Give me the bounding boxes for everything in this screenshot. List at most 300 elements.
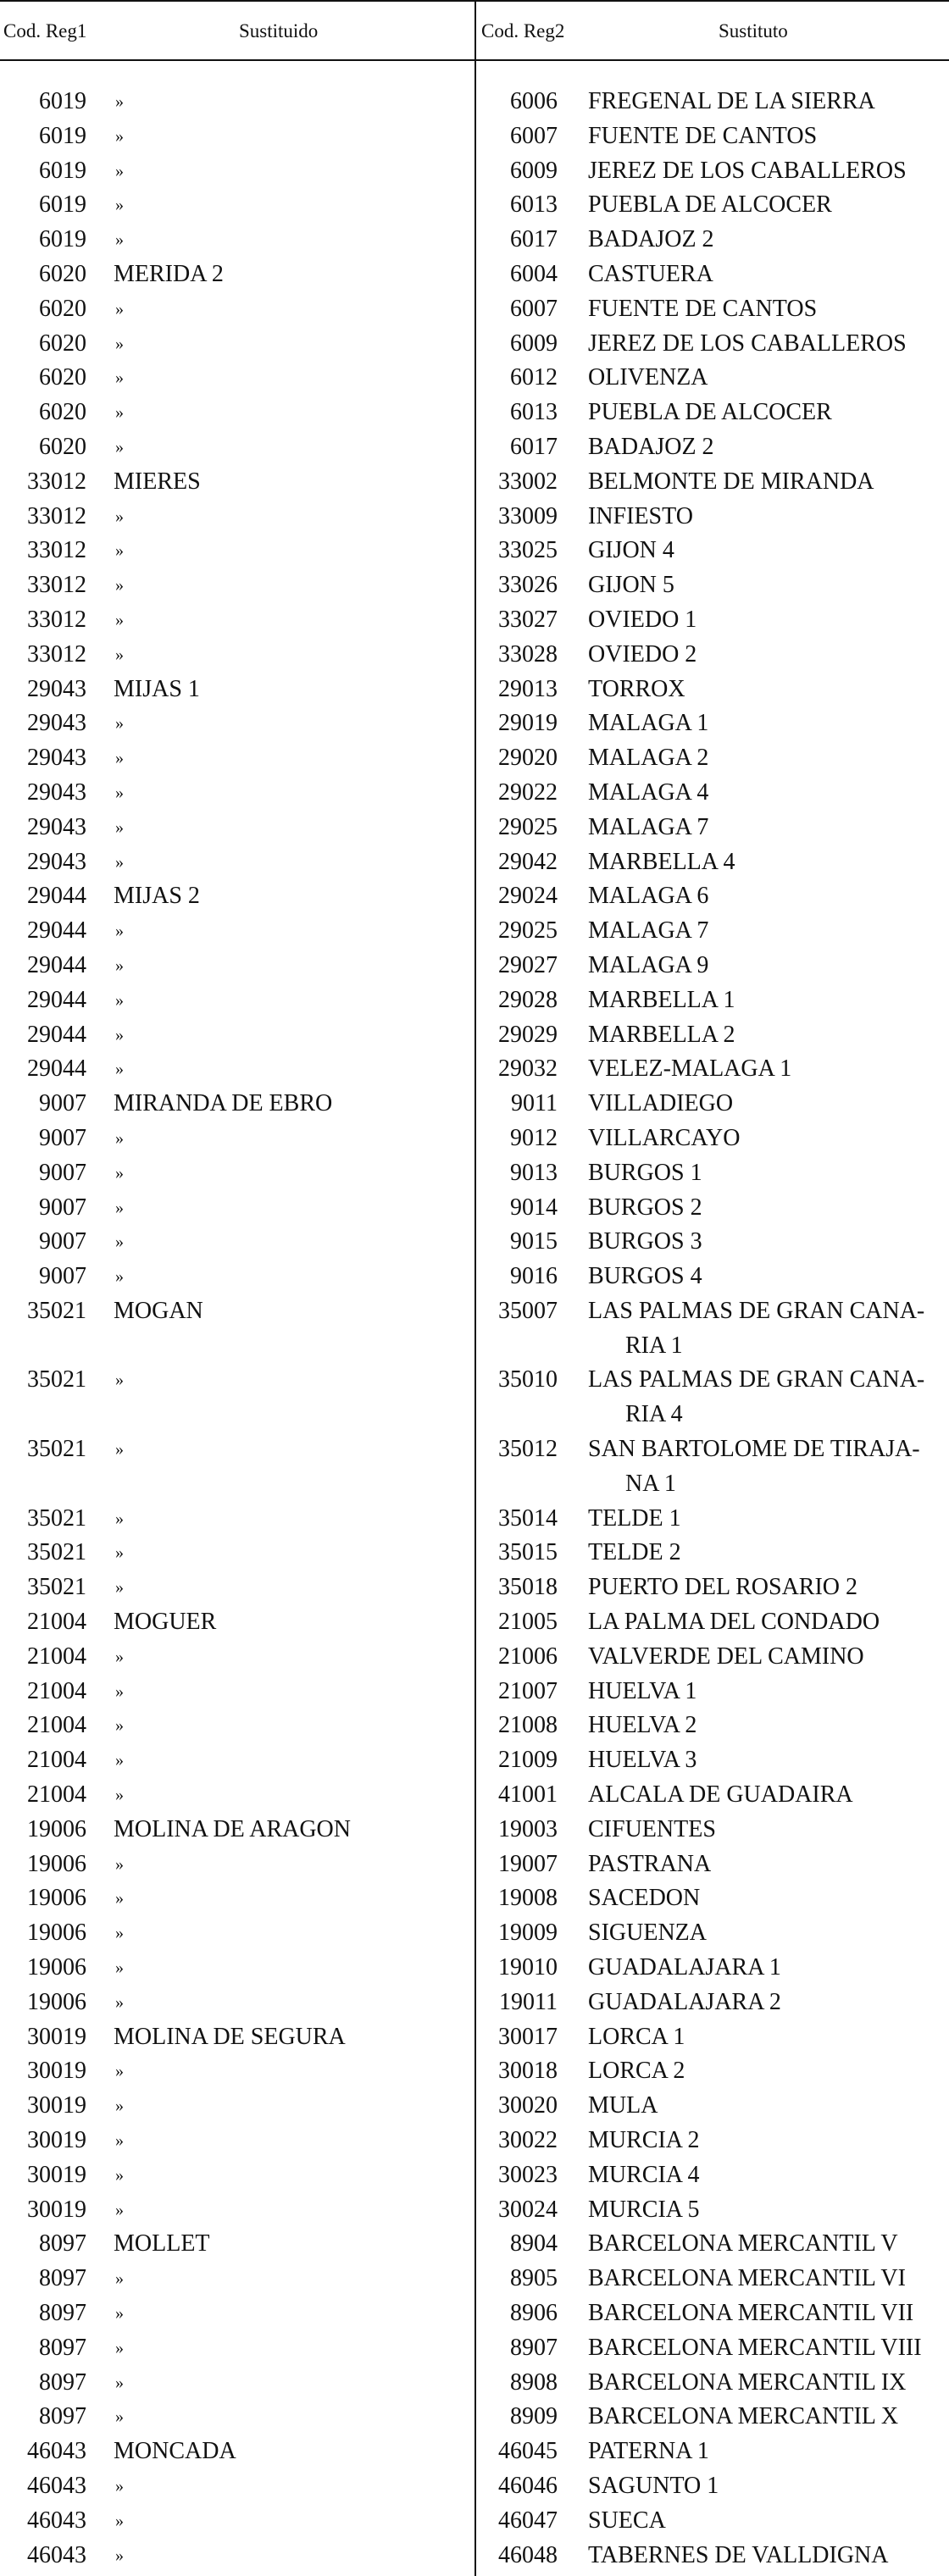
cod-reg2-cell: 33025	[498, 537, 558, 564]
table-row	[0, 154, 949, 189]
table-row	[0, 949, 949, 983]
cod-reg2-cell: 21009	[498, 1747, 558, 1774]
cod-reg1-cell: 6019	[39, 157, 86, 184]
sustituto-text: VILLADIEGO	[588, 1090, 734, 1117]
sustituto-text: HUELVA 2	[588, 1712, 697, 1739]
sustituido-cell: »	[115, 299, 124, 319]
sustituido-cell: MOLLET	[114, 2230, 210, 2257]
cod-reg2-cell: 30020	[498, 2092, 558, 2119]
sustituido-cell: »	[115, 2304, 124, 2323]
sustituido-cell: »	[115, 610, 124, 629]
cod-reg1-cell: 30019	[27, 2161, 86, 2188]
table-row	[0, 500, 949, 535]
cod-reg1-cell: 46043	[27, 2438, 86, 2465]
sustituto-cell	[588, 119, 947, 154]
header-sustituido: Sustituido	[239, 20, 319, 42]
sustituto-cell	[588, 85, 947, 119]
sustituido-cell: »	[115, 1854, 124, 1874]
table-row	[0, 741, 949, 776]
cod-reg2-cell: 21008	[498, 1712, 558, 1739]
sustituto-cell	[588, 914, 947, 949]
cod-reg2-cell: 33028	[498, 640, 558, 668]
cod-reg2-cell: 29020	[498, 745, 558, 772]
table-row	[0, 1571, 949, 1605]
sustituto-text: OLIVENZA	[588, 364, 708, 391]
cod-reg2-cell: 6006	[510, 88, 558, 114]
sustituto-cell	[588, 396, 947, 430]
cod-reg2-cell: 19003	[498, 1815, 558, 1842]
table-row	[0, 2262, 949, 2296]
cod-reg1-cell: 19006	[27, 1954, 86, 1981]
sustituto-cell	[588, 2504, 947, 2539]
table-row	[0, 879, 949, 914]
cod-reg1-cell: 30019	[27, 2092, 86, 2119]
cod-reg1-cell: 35021	[27, 1574, 86, 1601]
cod-reg2-cell: 6007	[510, 122, 558, 149]
cod-reg2-cell: 35018	[498, 1574, 558, 1601]
table-row	[0, 811, 949, 845]
sustituto-text: FREGENAL DE LA SIERRA	[588, 88, 875, 114]
cod-reg2-cell: 33027	[498, 606, 558, 633]
sustituto-text: GIJON 4	[588, 537, 674, 564]
sustituido-cell: »	[115, 817, 124, 837]
sustituto-text: FUENTE DE CANTOS	[588, 295, 818, 322]
table-row	[0, 1225, 949, 1260]
cod-reg2-cell: 46046	[498, 2472, 558, 2499]
sustituto-text: BURGOS 3	[588, 1228, 702, 1255]
sustituido-cell: »	[115, 1751, 124, 1770]
sustituto-text: CIFUENTES	[588, 1815, 716, 1842]
cod-reg2-cell: 30017	[498, 2023, 558, 2050]
cod-reg1-cell: 29044	[27, 1021, 86, 1048]
sustituido-cell: MONCADA	[114, 2438, 236, 2465]
sustituto-text: PUEBLA DE ALCOCER	[588, 191, 832, 219]
cod-reg1-cell: 33012	[27, 572, 86, 599]
sustituido-cell: »	[115, 852, 124, 872]
table-row	[0, 223, 949, 258]
sustituto-text: PASTRANA	[588, 1850, 712, 1877]
sustituto-cell	[588, 1225, 947, 1260]
sustituto-cell	[588, 2366, 947, 2401]
table-row	[0, 2296, 949, 2331]
cod-reg2-cell: 35015	[498, 1539, 558, 1566]
cod-reg2-cell: 30024	[498, 2196, 558, 2223]
sustituto-text: OVIEDO 1	[588, 606, 697, 633]
table-row	[0, 1363, 949, 1432]
cod-reg1-cell: 35021	[27, 1504, 86, 1532]
cod-reg2-cell: 19008	[498, 1885, 558, 1912]
cod-reg1-cell: 33012	[27, 502, 86, 529]
sustituido-cell: »	[115, 161, 124, 180]
cod-reg2-cell: 19011	[499, 1988, 558, 2015]
sustituido-cell: »	[115, 1958, 124, 1978]
cod-reg2-cell: 29028	[498, 986, 558, 1013]
cod-reg2-cell: 29022	[498, 778, 558, 806]
table-row	[0, 1260, 949, 1294]
table-row	[0, 2054, 949, 2089]
table-row	[0, 1432, 949, 1502]
sustituto-text: VELEZ-MALAGA 1	[588, 1055, 792, 1083]
sustituto-text: BADAJOZ 2	[588, 433, 714, 460]
cod-reg2-cell: 35010	[498, 1366, 558, 1393]
table-row	[0, 258, 949, 292]
sustituido-cell: »	[115, 1543, 124, 1563]
sustituto-cell	[588, 2193, 947, 2228]
sustituto-cell	[588, 2089, 947, 2124]
sustituto-text: HUELVA 3	[588, 1747, 697, 1774]
table-row	[0, 2124, 949, 2158]
cod-reg1-cell: 19006	[27, 1920, 86, 1947]
sustituto-text: MALAGA 7	[588, 917, 709, 945]
cod-reg1-cell: 21004	[27, 1712, 86, 1739]
table-row	[0, 327, 949, 362]
sustituido-cell: »	[115, 714, 124, 734]
table-row	[0, 2193, 949, 2228]
sustituto-cell	[588, 2435, 947, 2469]
sustituto-cell	[588, 1675, 947, 1709]
cod-reg1-cell: 29043	[27, 745, 86, 772]
sustituido-cell: »	[115, 990, 124, 1010]
cod-reg1-cell: 29043	[27, 778, 86, 806]
cod-reg2-cell: 6012	[510, 364, 558, 391]
table-row	[0, 2020, 949, 2055]
cod-reg1-cell: 9007	[39, 1263, 86, 1290]
sustituido-cell: »	[115, 922, 124, 941]
cod-reg1-cell: 29044	[27, 917, 86, 945]
sustituto-text-continuation: RIA 4	[625, 1401, 683, 1428]
cod-reg2-cell: 8909	[510, 2403, 558, 2430]
cod-reg1-cell: 6020	[39, 260, 86, 287]
table-row	[0, 1709, 949, 1743]
cod-reg1-cell: 21004	[27, 1643, 86, 1670]
cod-reg2-cell: 8904	[510, 2230, 558, 2257]
sustituto-text: MARBELLA 1	[588, 986, 735, 1013]
cod-reg1-cell: 19006	[27, 1988, 86, 2015]
cod-reg1-cell: 21004	[27, 1677, 86, 1704]
sustituido-cell: »	[115, 1267, 124, 1287]
cod-reg1-cell: 46043	[27, 2541, 86, 2568]
cod-reg1-cell: 21004	[27, 1609, 86, 1636]
sustituido-cell: »	[115, 2165, 124, 2185]
table-row	[0, 1191, 949, 1226]
sustituto-text: BARCELONA MERCANTIL V	[588, 2230, 898, 2257]
table-row	[0, 673, 949, 707]
sustituto-text: SAGUNTO 1	[588, 2472, 719, 2499]
sustituto-cell	[588, 673, 947, 707]
cod-reg1-cell: 29044	[27, 883, 86, 910]
sustituido-cell: »	[115, 1060, 124, 1079]
cod-reg2-cell: 35014	[498, 1504, 558, 1532]
cod-reg1-cell: 35021	[27, 1539, 86, 1566]
table-row	[0, 1743, 949, 1778]
cod-reg2-cell: 35007	[498, 1297, 558, 1324]
sustituido-cell: MOLINA DE SEGURA	[114, 2023, 346, 2050]
sustituto-text: MALAGA 2	[588, 745, 709, 772]
sustituto-text: MALAGA 1	[588, 710, 709, 737]
cod-reg1-cell: 29044	[27, 951, 86, 978]
sustituto-cell	[588, 258, 947, 292]
sustituto-cell	[588, 811, 947, 845]
sustituido-cell: »	[115, 1681, 124, 1701]
sustituido-cell: »	[115, 1128, 124, 1148]
table-row	[0, 1122, 949, 1156]
cod-reg2-cell: 46045	[498, 2438, 558, 2465]
table-row	[0, 2089, 949, 2124]
cod-reg1-cell: 33012	[27, 537, 86, 564]
sustituto-text-continuation: RIA 1	[625, 1332, 683, 1359]
cod-reg1-cell: 8097	[39, 2403, 86, 2430]
cod-reg2-cell: 6017	[510, 226, 558, 253]
sustituto-cell	[588, 1743, 947, 1778]
cod-reg1-cell: 6019	[39, 88, 86, 114]
table-row	[0, 776, 949, 811]
cod-reg2-cell: 35012	[498, 1436, 558, 1463]
sustituto-text: BURGOS 1	[588, 1159, 702, 1186]
sustituido-cell: »	[115, 2097, 124, 2116]
sustituto-text: JEREZ DE LOS CABALLEROS	[588, 157, 907, 184]
cod-reg1-cell: 9007	[39, 1194, 86, 1221]
sustituto-cell	[588, 2469, 947, 2504]
sustituto-cell	[588, 1260, 947, 1294]
cod-reg2-cell: 19009	[498, 1920, 558, 1947]
sustituto-text: CASTUERA	[588, 260, 713, 287]
cod-reg1-cell: 9007	[39, 1159, 86, 1186]
sustituto-text: MURCIA 2	[588, 2127, 700, 2154]
sustituto-cell	[588, 1502, 947, 1537]
sustituto-cell	[588, 1018, 947, 1053]
sustituto-text: MALAGA 9	[588, 951, 709, 978]
sustituto-text: PATERNA 1	[588, 2438, 709, 2465]
cod-reg2-cell: 8906	[510, 2300, 558, 2326]
sustituto-text: MALAGA 4	[588, 778, 709, 806]
sustituto-cell	[588, 1640, 947, 1675]
sustituto-text: BURGOS 4	[588, 1263, 702, 1290]
sustituto-cell	[588, 327, 947, 362]
sustituto-cell	[588, 1813, 947, 1848]
cod-reg2-cell: 33009	[498, 502, 558, 529]
table-row	[0, 2539, 949, 2573]
sustituto-text: SACEDON	[588, 1885, 701, 1912]
sustituido-cell: »	[115, 2476, 124, 2496]
sustituto-cell	[588, 741, 947, 776]
table-row	[0, 1536, 949, 1571]
table-row	[0, 1605, 949, 1640]
cod-reg2-cell: 9011	[511, 1090, 558, 1117]
sustituto-cell	[588, 2262, 947, 2296]
sustituto-text: BARCELONA MERCANTIL VIII	[588, 2334, 922, 2361]
cod-reg2-cell: 9013	[510, 1159, 558, 1186]
sustituto-cell	[588, 1294, 947, 1364]
sustituto-cell	[588, 1916, 947, 1951]
cod-reg2-cell: 29032	[498, 1055, 558, 1083]
table-row	[0, 292, 949, 327]
sustituto-cell	[588, 2020, 947, 2055]
table-row	[0, 1156, 949, 1191]
sustituto-cell	[588, 1536, 947, 1571]
sustituto-cell	[588, 1156, 947, 1191]
sustituto-cell	[588, 1709, 947, 1743]
cod-reg1-cell: 9007	[39, 1090, 86, 1117]
cod-reg1-cell: 30019	[27, 2023, 86, 2050]
sustituto-text: LAS PALMAS DE GRAN CANA-	[588, 1297, 925, 1324]
sustituido-cell: »	[115, 1992, 124, 2012]
sustituto-cell	[588, 2331, 947, 2366]
cod-reg1-cell: 6020	[39, 433, 86, 460]
sustituido-cell: »	[115, 1889, 124, 1908]
sustituto-text: BARCELONA MERCANTIL VI	[588, 2265, 906, 2292]
table-row	[0, 2504, 949, 2539]
sustituido-cell: »	[115, 2200, 124, 2219]
sustituto-text: MALAGA 6	[588, 883, 709, 910]
table-row	[0, 1916, 949, 1951]
table-row	[0, 85, 949, 119]
table-row	[0, 1018, 949, 1053]
table-row	[0, 1951, 949, 1986]
sustituido-cell: MIJAS 1	[114, 675, 200, 702]
table-row	[0, 119, 949, 154]
sustituido-cell: »	[115, 2511, 124, 2530]
cod-reg2-cell: 21007	[498, 1677, 558, 1704]
cod-reg2-cell: 9012	[510, 1124, 558, 1151]
cod-reg2-cell: 29042	[498, 848, 558, 875]
cod-reg1-cell: 29044	[27, 986, 86, 1013]
sustituto-cell	[588, 1605, 947, 1640]
sustituto-text: MURCIA 5	[588, 2196, 700, 2223]
sustituido-cell: »	[115, 1025, 124, 1044]
sustituto-cell	[588, 1881, 947, 1916]
table-row	[0, 396, 949, 430]
cod-reg2-cell: 33026	[498, 572, 558, 599]
sustituto-text: HUELVA 1	[588, 1677, 697, 1704]
cod-reg1-cell: 9007	[39, 1228, 86, 1255]
cod-reg1-cell: 33012	[27, 640, 86, 668]
table-row	[0, 2435, 949, 2469]
cod-reg1-cell: 35021	[27, 1297, 86, 1324]
header-sustituto: Sustituto	[719, 20, 788, 42]
sustituto-text: MULA	[588, 2092, 658, 2119]
cod-reg1-cell: 30019	[27, 2058, 86, 2085]
sustituido-cell: MOLINA DE ARAGON	[114, 1815, 351, 1842]
cod-reg1-cell: 6020	[39, 364, 86, 391]
sustituido-cell: »	[115, 2269, 124, 2289]
sustituto-cell	[588, 223, 947, 258]
sustituido-cell: »	[115, 1440, 124, 1460]
table-row	[0, 638, 949, 673]
sustituto-text: BARCELONA MERCANTIL IX	[588, 2368, 907, 2396]
sustituto-cell	[588, 1363, 947, 1432]
cod-reg2-cell: 6004	[510, 260, 558, 287]
sustituto-cell	[588, 2124, 947, 2158]
sustituto-text: PUEBLA DE ALCOCER	[588, 399, 832, 426]
cod-reg2-cell: 29019	[498, 710, 558, 737]
table-row	[0, 2331, 949, 2366]
cod-reg2-cell: 8905	[510, 2265, 558, 2292]
sustituto-cell	[588, 1778, 947, 1813]
cod-reg1-cell: 46043	[27, 2472, 86, 2499]
sustituto-cell	[588, 2227, 947, 2262]
sustituto-cell	[588, 188, 947, 223]
sustituto-text: OVIEDO 2	[588, 640, 697, 668]
cod-reg2-cell: 8908	[510, 2368, 558, 2396]
sustituido-cell: »	[115, 1163, 124, 1183]
cod-reg1-cell: 33012	[27, 606, 86, 633]
sustituido-cell: »	[115, 1924, 124, 1943]
table-row	[0, 2366, 949, 2401]
table-row	[0, 1848, 949, 1882]
sustituido-cell: »	[115, 2373, 124, 2392]
sustituto-cell	[588, 983, 947, 1018]
cod-reg2-cell: 9016	[510, 1263, 558, 1290]
cod-reg1-cell: 29043	[27, 710, 86, 737]
table-row	[0, 361, 949, 396]
sustituto-text: VALVERDE DEL CAMINO	[588, 1643, 864, 1670]
sustituto-text: BADAJOZ 2	[588, 226, 714, 253]
table-row	[0, 1986, 949, 2020]
cod-reg2-cell: 30023	[498, 2161, 558, 2188]
cod-reg1-cell: 19006	[27, 1885, 86, 1912]
cod-reg1-cell: 8097	[39, 2300, 86, 2326]
table-row	[0, 1052, 949, 1087]
cod-reg2-cell: 9015	[510, 1228, 558, 1255]
table-row	[0, 2158, 949, 2193]
sustituido-cell: »	[115, 2407, 124, 2427]
cod-reg2-cell: 30018	[498, 2058, 558, 2085]
cod-reg1-cell: 33012	[27, 468, 86, 495]
sustituto-cell	[588, 603, 947, 638]
cod-reg2-cell: 21005	[498, 1609, 558, 1636]
cod-reg2-cell: 29025	[498, 813, 558, 840]
sustituto-cell	[588, 2296, 947, 2331]
table-body	[0, 85, 949, 2573]
cod-reg2-cell: 29024	[498, 883, 558, 910]
sustituido-cell: »	[115, 507, 124, 526]
table-row	[0, 2400, 949, 2435]
sustituto-cell	[588, 361, 947, 396]
cod-reg2-cell: 21006	[498, 1643, 558, 1670]
sustituto-cell	[588, 2054, 947, 2089]
sustituto-cell	[588, 845, 947, 880]
cod-reg1-cell: 6019	[39, 122, 86, 149]
sustituto-text: VILLARCAYO	[588, 1124, 741, 1151]
cod-reg2-cell: 9014	[510, 1194, 558, 1221]
sustituto-text: MURCIA 4	[588, 2161, 700, 2188]
table-row	[0, 430, 949, 465]
cod-reg2-cell: 46047	[498, 2507, 558, 2534]
sustituto-cell	[588, 1052, 947, 1087]
sustituido-cell: »	[115, 956, 124, 975]
sustituido-cell: »	[115, 126, 124, 146]
sustituido-cell: »	[115, 1371, 124, 1390]
table-row	[0, 1813, 949, 1848]
cod-reg2-cell: 29029	[498, 1021, 558, 1048]
sustituto-cell	[588, 1848, 947, 1882]
sustituido-cell: MERIDA 2	[114, 260, 224, 287]
table-row	[0, 1778, 949, 1813]
cod-reg1-cell: 30019	[27, 2127, 86, 2154]
cod-reg1-cell: 6020	[39, 295, 86, 322]
cod-reg1-cell: 21004	[27, 1781, 86, 1809]
sustituido-cell: MOGAN	[114, 1297, 203, 1324]
sustituto-cell	[588, 1951, 947, 1986]
cod-reg2-cell: 29025	[498, 917, 558, 945]
sustituto-cell	[588, 1986, 947, 2020]
cod-reg2-cell: 30022	[498, 2127, 558, 2154]
sustituto-text: BURGOS 2	[588, 1194, 702, 1221]
sustituto-text: TELDE 1	[588, 1504, 681, 1532]
sustituto-cell	[588, 2539, 947, 2573]
table-row	[0, 1087, 949, 1122]
sustituido-cell: »	[115, 437, 124, 457]
